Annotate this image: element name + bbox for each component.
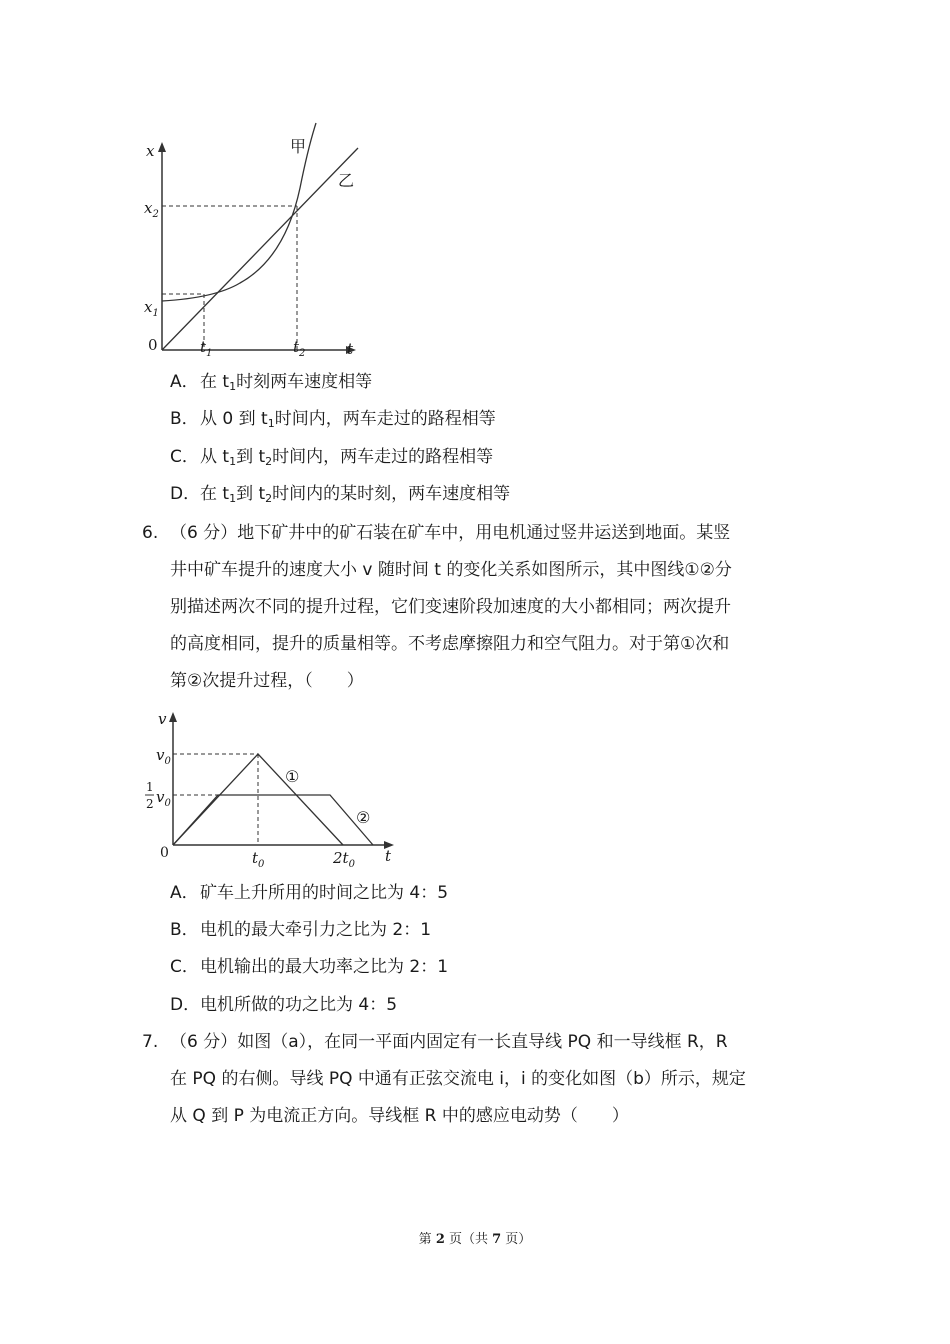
question-7 [142,1024,812,1135]
line-yi [162,148,358,350]
y-axis-arrow [158,142,166,152]
question-line: （6 分）地下矿井中的矿石装在矿车中，用电机通过竖井运送到地面。某竖 [170,523,731,543]
x2-label: $x_2$ [144,199,159,220]
total-pages: 7 [492,1232,502,1247]
v0-label: $v_0$ [156,746,171,767]
q6-option-d: D．电机所做的功之比为 4：5 [170,995,398,1015]
jia-label: 甲 [290,137,307,156]
t1-label: $t_1$ [200,338,213,359]
2t0-label: $2t_0$ [333,849,355,870]
question-number: 7. [142,1032,159,1052]
origin-label: 0 [148,336,158,354]
half-denominator: 2 [146,797,154,811]
q6-option-b: B．电机的最大牵引力之比为 2：1 [170,920,432,940]
q6-option-a: A．矿车上升所用的时间之比为 4：5 [170,883,449,903]
line-2-marker: ② [356,808,371,827]
page-footer: 第 2 页（共 7 页） [418,1232,532,1247]
figure-v-t-graph [140,706,400,871]
q6-option-c: C．电机输出的最大功率之比为 2：1 [170,957,449,977]
t0-label: $t_0$ [252,849,265,870]
t2-label: $t_2$ [293,338,306,359]
x-t-graph-svg [140,118,370,363]
q5-option-b: B．从 0 到 $t_1$时间内，两车走过的路程相等 [170,409,496,430]
question-number: 6. [142,523,159,543]
x1-label: $x_1$ [144,298,159,319]
y-axis-label: v [158,710,167,728]
q5-option-c: C．从 $t_1$到 $t_2$时间内，两车走过的路程相等 [170,447,494,468]
v-t-graph-svg [140,706,400,871]
question-line: 井中矿车提升的速度大小 v 随时间 t 的变化关系如图所示，其中图线①②分 [170,560,732,580]
question-line: 第②次提升过程，（ ） [170,671,364,691]
yi-label: 乙 [338,171,355,190]
x-axis-label: t [347,340,354,358]
y-axis-label: x [146,142,155,160]
origin-label: 0 [160,845,169,861]
question-line: （6 分）如图（a），在同一平面内固定有一长直导线 PQ 和一导线框 R，R [170,1032,728,1052]
page-number: 2 [435,1232,445,1247]
graph-line-2 [173,795,373,845]
q5-option-a: A．在 $t_1$时刻两车速度相等 [170,372,373,393]
question-line: 在 PQ 的右侧。导线 PQ 中通有正弦交流电 i，i 的变化如图（b）所示，规定 [170,1069,746,1089]
q5-option-d: D．在 $t_1$到 $t_2$时间内的某时刻，两车速度相等 [170,484,511,505]
question-line: 的高度相同，提升的质量相等。不考虑摩擦阻力和空气阻力。对于第①次和 [170,634,730,654]
x-axis-label: t [385,847,392,865]
question-6 [142,515,812,700]
question-line: 别描述两次不同的提升过程，它们变速阶段加速度的大小都相同；两次提升 [170,597,731,617]
half-v0-label: $v_0$ [156,788,171,809]
half-numerator: 1 [146,780,154,794]
question-line: 从 Q 到 P 为电流正方向。导线框 R 中的感应电动势（ ） [170,1106,629,1126]
y-axis-arrow [169,712,177,722]
line-1-marker: ① [285,767,300,786]
figure-x-t-graph [140,118,370,363]
